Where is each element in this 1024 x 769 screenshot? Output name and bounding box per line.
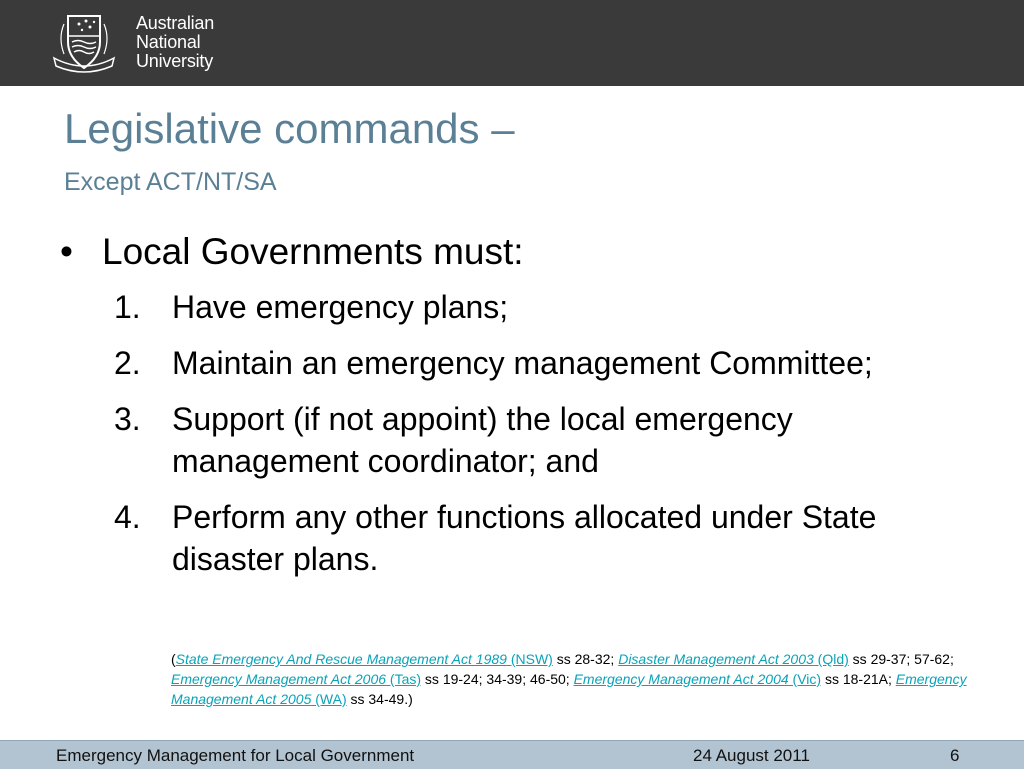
list-item xyxy=(60,286,980,328)
ref-act: Emergency Management Act 2006 xyxy=(171,671,387,687)
header-bar xyxy=(0,0,1024,86)
list-number: 2. xyxy=(114,345,141,381)
logo-line: Australian xyxy=(136,13,215,33)
anu-crest-icon xyxy=(52,12,128,74)
list-text: Perform any other functions allocated under State disaster plans. xyxy=(172,499,877,577)
list-text: Support (if not appoint) the local emergency management coordinator; and xyxy=(172,401,793,479)
ref-act: Emergency Management Act 2004 xyxy=(573,671,789,687)
ref-sections: ss 28-32; xyxy=(552,651,619,667)
ref-sections: ss 34-49.) xyxy=(346,691,413,707)
ref-act: Emergency Management Act 2005 xyxy=(171,671,967,707)
ref-link-nsw[interactable] xyxy=(176,651,553,667)
slide-content xyxy=(60,226,980,594)
logo-line: University xyxy=(136,51,214,71)
legislation-references xyxy=(171,649,971,709)
ref-sections: ss 29-37; 57-62; xyxy=(848,651,954,667)
list-number: 3. xyxy=(114,401,141,437)
list-item xyxy=(60,496,980,580)
ref-jurisdiction: (NSW) xyxy=(506,651,553,667)
ref-link-qld[interactable] xyxy=(618,651,849,667)
bullet-icon: • xyxy=(60,231,73,272)
ref-paren: ( xyxy=(171,651,176,667)
ref-act: State Emergency And Rescue Management Act 1989 xyxy=(175,651,507,667)
logo-line: National xyxy=(136,32,201,52)
footer-date: 24 August 2011 xyxy=(693,746,810,765)
footer-title: Emergency Management for Local Government xyxy=(56,746,415,765)
ref-link-vic[interactable] xyxy=(574,671,821,687)
ref-sections: ss 18-21A; xyxy=(821,671,896,687)
list-text: Maintain an emergency management Committee; xyxy=(172,345,873,381)
list-text: Have emergency plans; xyxy=(172,289,509,325)
ref-act: Disaster Management Act 2003 xyxy=(618,651,814,667)
list-item xyxy=(60,342,980,384)
bullet-item xyxy=(60,226,980,284)
bullet-text: Local Governments must: xyxy=(102,231,524,272)
ref-sections: ss 19-24; 34-39; 46-50; xyxy=(421,671,574,687)
ref-jurisdiction: (WA) xyxy=(311,691,347,707)
slide-footer xyxy=(0,740,1024,769)
slide-subtitle: Except ACT/NT/SA xyxy=(64,168,277,196)
list-number: 1. xyxy=(114,289,141,325)
ref-jurisdiction: (Qld) xyxy=(813,651,849,667)
ref-link-tas[interactable] xyxy=(171,671,421,687)
ref-jurisdiction: (Tas) xyxy=(386,671,422,687)
ref-jurisdiction: (Vic) xyxy=(788,671,822,687)
numbered-list xyxy=(60,286,980,580)
page-number: 6 xyxy=(950,746,960,765)
university-logo xyxy=(52,12,232,74)
list-number: 4. xyxy=(114,499,141,535)
list-item xyxy=(60,398,980,482)
logo-wordmark xyxy=(136,14,214,71)
slide-title: Legislative commands – xyxy=(64,105,515,152)
